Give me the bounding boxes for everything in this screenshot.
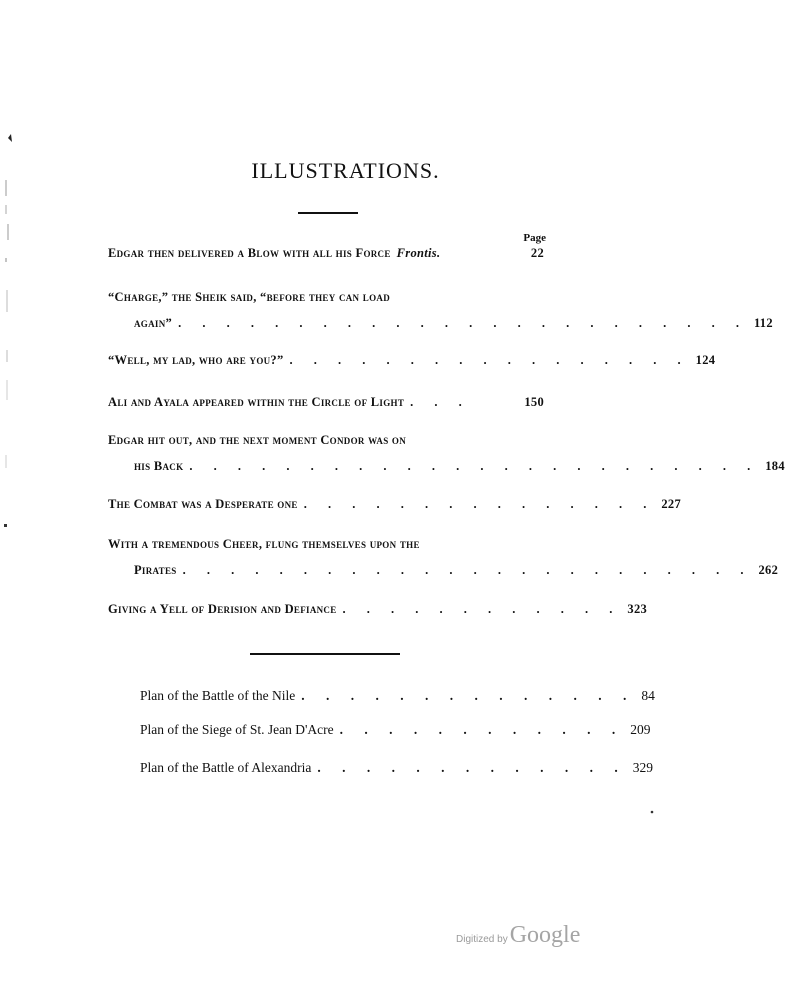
google-logo: Google: [509, 922, 581, 948]
leader-dots: . . . . . . . . . . . . . . . . . . . . . . . .: [178, 316, 748, 330]
leader-dots: . . .: [410, 395, 471, 409]
leader-dots: . . . . . . . . . . . . . . . . . . . . . . . .: [189, 459, 760, 473]
illustration-title: The Combat was a Desperate one: [108, 497, 298, 511]
plan-title: Plan of the Battle of Alexandria: [140, 760, 312, 775]
watermark-prefix: Digitized by: [456, 934, 508, 945]
plan-title: Plan of the Siege of St. Jean D'Acre: [140, 722, 334, 737]
illustration-entry: [108, 602, 648, 622]
digitized-watermark: [456, 922, 580, 949]
illustration-title: “Well, my lad, who are you?”: [108, 353, 284, 367]
plan-title: Plan of the Battle of the Nile: [140, 688, 296, 703]
page-number: 209: [630, 722, 651, 737]
illustration-entry: [108, 395, 544, 415]
illustration-title: “Charge,” the Sheik said, “before they can load: [108, 290, 390, 304]
illustration-title: Edgar then delivered a Blow with all his Force: [108, 246, 391, 260]
illustration-entry: [108, 537, 779, 583]
page-number: 329: [632, 760, 653, 775]
leader-dots: . . . . . . . . . . . . . .: [301, 688, 636, 703]
illustration-title: Edgar hit out, and the next moment Condor was on: [108, 433, 407, 447]
title-rule: [298, 212, 358, 214]
section-rule: [250, 653, 400, 655]
frontispiece-label: Frontis.: [396, 246, 441, 260]
page-number: 150: [524, 395, 544, 409]
page-number: 262: [758, 563, 779, 577]
illustration-entry: [108, 290, 773, 336]
leader-dots: . . . . . . . . . . . . . . . . .: [289, 353, 690, 367]
page-number: 22: [530, 246, 544, 260]
leader-dots: . . . . . . . . . . . . . . . . . . . . . . . .: [182, 563, 753, 577]
page-number: 323: [627, 602, 648, 616]
page-column-label: Page: [523, 232, 546, 244]
page-number: 124: [695, 353, 716, 367]
leader-dots: . . . . . . . . . . . .: [339, 722, 625, 737]
illustration-title-continued: again”: [134, 316, 173, 330]
plan-entry: [140, 722, 651, 742]
illustration-entry: [108, 246, 544, 266]
page-number: 184: [765, 459, 785, 473]
page-title: ILLUSTRATIONS.: [251, 158, 440, 183]
plan-entry: [140, 760, 653, 780]
page-number: 112: [753, 316, 773, 330]
plan-entry: [140, 688, 655, 708]
illustration-title-continued: his Back: [134, 459, 184, 473]
illustration-entry: [108, 353, 716, 373]
illustration-entry: [108, 497, 681, 517]
illustration-entry: [108, 433, 785, 479]
leader-dots: . . . . . . . . . . . . . . .: [303, 497, 656, 511]
page-number: 84: [641, 688, 655, 703]
leader-dots: . . . . . . . . . . . . .: [317, 760, 627, 775]
illustration-title-continued: Pirates: [134, 563, 177, 577]
illustration-title: With a tremendous Cheer, flung themselves upon the: [108, 537, 420, 551]
illustration-title: Giving a Yell of Derision and Defiance: [108, 602, 337, 616]
leader-dots: . . . . . . . . . . . .: [342, 602, 622, 616]
page-number: 227: [661, 497, 681, 511]
illustration-title: Ali and Ayala appeared within the Circle of Light: [108, 395, 405, 409]
